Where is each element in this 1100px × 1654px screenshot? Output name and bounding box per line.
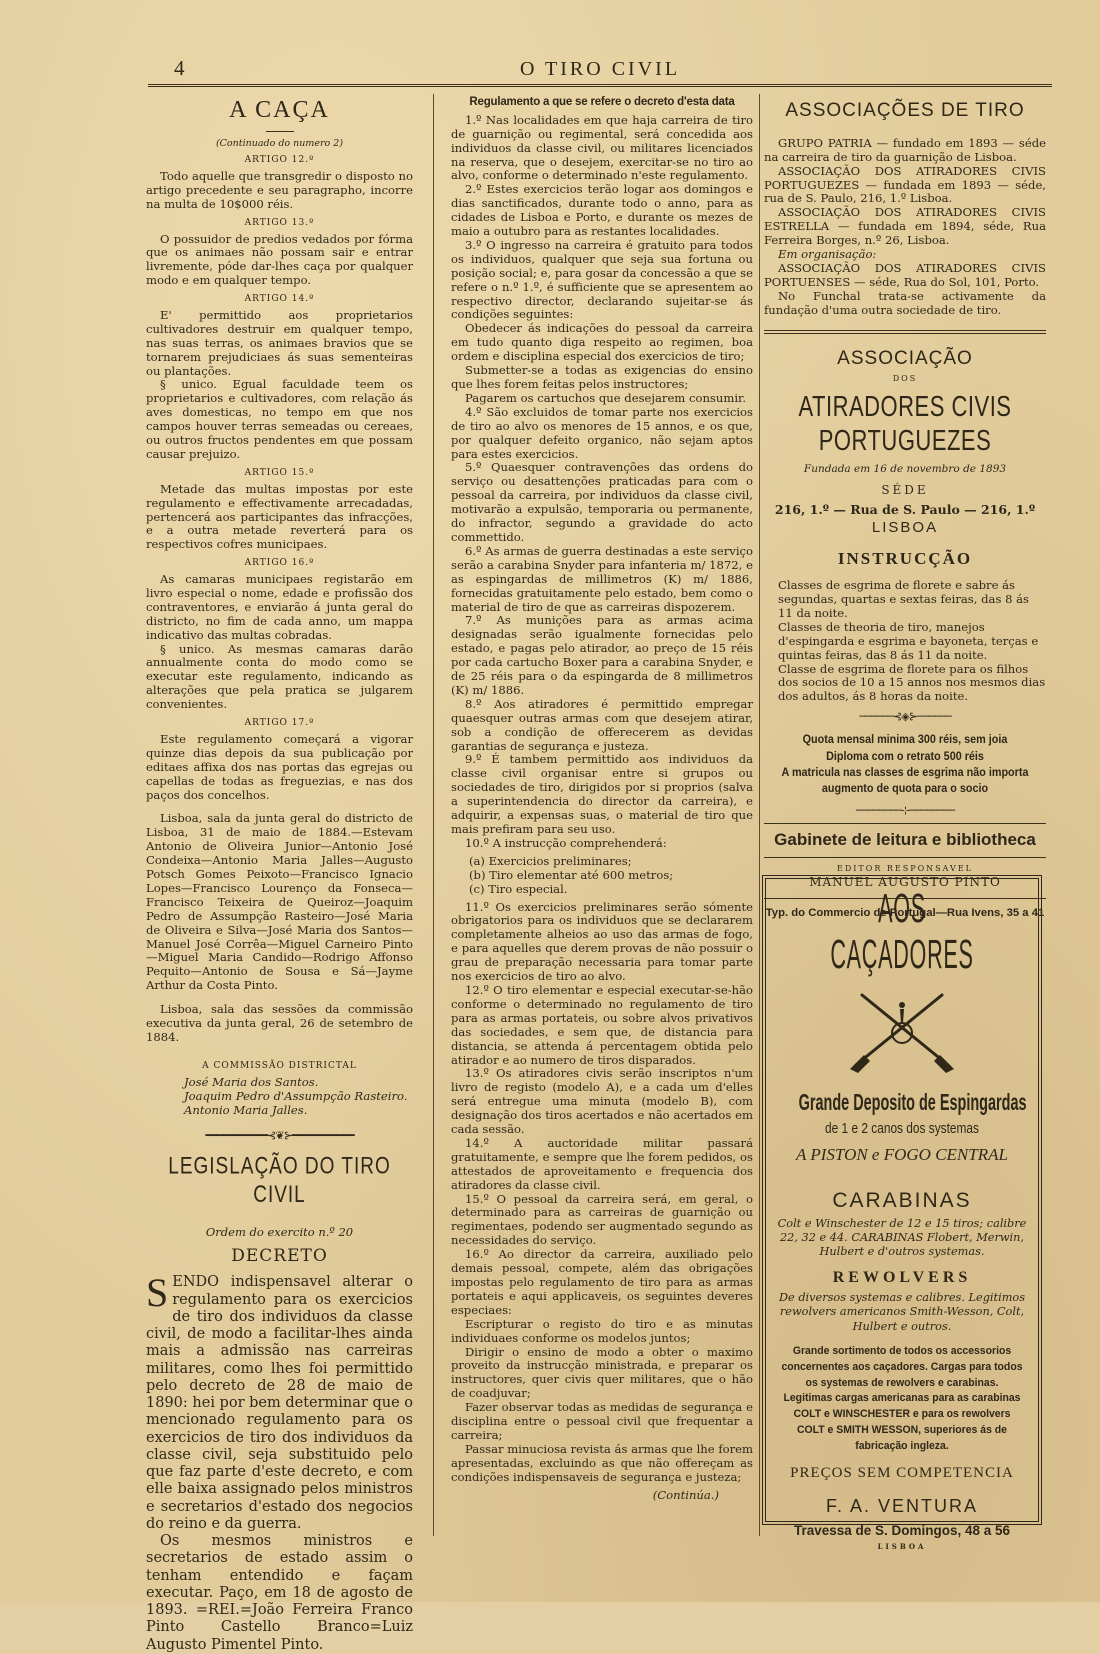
paragraph: 9.º É tambem permittido aos individuos da classe civil organisar entre si grupos ou sociedades de tiro, dirigidos por si proprios (salva a superintendencia do director da carreira), e adquirir, a expensas suas, o material de tiro que mais prefiram para seu uso. [451, 752, 753, 837]
ad-headline: Grande Deposito de Espingardas [798, 1090, 1027, 1116]
list-item: (a) Exercicios preliminares; [469, 853, 632, 868]
class-schedule: Classe de esgrima de florete para os filhos dos socios de 10 a 15 annos nos mesmos dias dos adultos, ás 8 horas da noite. [778, 661, 1046, 704]
paragraph: 4.º São excluidos de tomar parte nos exercicios de tiro ao alvo os menores de 15 annos, e os que, por qualquer defeito organico, não sejam aptos para estes exercicios. [451, 404, 753, 461]
paragraph: Escripturar o registo do tiro e as minutas individuaes conforme os modelos juntos; [451, 1316, 753, 1345]
association-entry: GRUPO PATRIA — fundado em 1893 — séde na carreira de tiro da guarnição de Lisboa. [764, 135, 1046, 164]
advertisement-aos-cacadores [762, 875, 1042, 1552]
signature: Joaquim Pedro d'Assumpção Rasteiro. [184, 1088, 408, 1103]
paragraph: Pagarem os cartuchos que desejarem consumir. [465, 390, 747, 405]
column-caca [146, 96, 413, 1654]
paragraph: 6.º As armas de guerra destinadas a este serviço serão a carabina Snyder para infanteria m/ 1872, e as espingardas de millimetros (K) m/ 1886, fornecidas gratuitamente pelo estado, bem como o material de tiro de que as carreiras dispozerem. [451, 543, 753, 614]
dos-label: DOS [892, 374, 918, 384]
masthead-rule [148, 84, 1052, 87]
paragraph: Todo aquelle que transgredir o disposto no artigo precedente e seu paragrapho, incorre na multa de 10$000 réis. [146, 168, 413, 211]
paragraph: 12.º O tiro elementar e especial executar-se-hão conforme o determinado no regulamento de tiro para as armas portateis, ou sobre alvos privativos das sociedades, e sem que, de distancia para distancia, se attenda á percentagem obtida pelo atirador e ao numero de tiros disparados. [451, 982, 753, 1067]
fee-line: augmento de quota para o socio [821, 781, 989, 796]
decree-paragraph: SENDO indispensavel alterar o regulamento para os exercicios de tiro dos individuos da classe civil, de modo a facilitar-lhes ainda mais a admissão nas carreiras militares, como lhes foi permittido pelo decreto de 28 de maio de 1890: hei por bem determinar que o mencionado regulamento para os exercicios de tiro dos individuos da classe civil, seja substituido pelo que faz parte d'este decreto, e com elle baixa assignado pelos ministros e secretarios d'estado dos negocios do reino e da guerra. [146, 1270, 413, 1532]
paragraph: Obedecer ás indicações do pessoal da carreira em tudo quanto diga respeito ao regimen, boa ordem e disciplina especial dos exercicios de tiro; [451, 321, 753, 364]
ad-carabinas-heading: CARABINAS [832, 1189, 972, 1212]
ornament-divider: ━━━━━━━━━━━⊰❦⊱━━━━━━━━━━━ [205, 1129, 354, 1143]
typography-line: Typ. do Commercio de Portugal—Rua Ivens, 35 a 41 [764, 898, 1046, 921]
decree-paragraph: Os mesmos ministros e secretarios de estado assim o tenham entendido e façam executar. Paço, em 18 de agosto de 1893. =REI.=João Ferreira Franco Pinto Castello Branco=Luiz Augusto Pimentel Pinto. [146, 1533, 413, 1653]
ad-subline: de 1 e 2 canos dos systemas [824, 1121, 980, 1137]
class-schedule: Classes de theoria de tiro, manejos d'espingarda e esgrima e bayoneta, terças e quintas feiras, das 8 ás 11 da noite. [778, 619, 1039, 662]
ad-title: AOS CAÇADORES [830, 887, 974, 978]
instruccao-heading: INSTRUCÇÃO [837, 548, 973, 568]
section-title: LEGISLAÇÃO DO TIRO CIVIL [168, 1152, 391, 1208]
paragraph: 14.º A auctoridade militar passará gratuitamente, e sempre que lhe forem pedidos, os attestados de aproveitamento e frequencia dos atiradores da classe civil. [451, 1135, 753, 1192]
article-title: A CAÇA [229, 97, 330, 123]
ad-merchant: F. A. VENTURA [825, 1496, 979, 1517]
continua-note: (Continúa.) [652, 1487, 719, 1502]
city-label: LISBOA [871, 518, 939, 536]
title-rule [266, 131, 294, 132]
paragraph: Metade das multas impostas por este regulamento e effectivamente arrecadadas, pertencerá aos participantes das infracções, e a outra metade reverterá para os respectivos cofres municipaes. [146, 481, 413, 552]
ornament-divider: ──────⊰◈⊱────── [859, 710, 951, 724]
article-label: ARTIGO 15.º [244, 467, 315, 478]
fee-line: Diploma com o retrato 500 réis [826, 748, 984, 763]
fees-block [778, 731, 1032, 796]
ad-rewolvers-text: De diversos systemas e calibres. Legitimos rewolvers americanos Smith-Wesson, Colt, Hulbert e outros. [778, 1291, 1026, 1333]
paragraph: 7.º As munições para as armas acima designadas serão igualmente fornecidas pelo estado, e pagas pelo atirador, ao preço de 15 réis por cada cartucho Boxer para a carabina Snyder, e de 25 réis para o da espingarda de 8 millimetros (K) m/ 1886. [451, 613, 753, 697]
paragraph: 2.º Estes exercicios terão logar aos domingos e dias sanctificados, durante todo o anno, para as cidades de Lisboa e Porto, e durante os mezes de maio a outubro para as restantes localidades. [451, 182, 753, 239]
masthead [148, 56, 1052, 84]
paragraph: 13.º Os atiradores civis serão inscriptos n'um livro de registo (modelo A), e a cada um d'elles será entregue uma minuta (modelo B), com designação dos tiros acertados e não acertados em cada sessão. [451, 1066, 753, 1137]
paragraph: Submetter-se a todas as exigencias do ensino que lhes forem feitas pelos instructores; [451, 363, 753, 392]
paragraph: Dirigir o ensino de modo a obter o maximo proveito da instrucção ministrada, e preparar os instructores, quer civis quer militares, que o hão de coadjuvar; [451, 1344, 753, 1401]
paragraph: E' permittido aos proprietarios cultivadores destruir em qualquer tempo, nas suas terras, os animaes bravios que se tornarem prejudiciaes ás suas sementeiras ou plantações. [146, 307, 413, 378]
editor-label: EDITOR RESPONSAVEL [837, 863, 973, 873]
section-rule [764, 330, 1046, 334]
list-item: (b) Tiro elementar até 600 metros; [469, 867, 674, 882]
gabinete-heading: Gabinete de leitura e bibliotheca [764, 823, 1046, 857]
article-label: ARTIGO 16.º [244, 558, 315, 569]
signature: Antonio Maria Jalles. [184, 1102, 308, 1117]
ad-city: LISBOA [877, 1542, 927, 1552]
atiradores-heading: ATIRADORES CIVIS PORTUGUEZES [798, 390, 1012, 457]
paragraph: Passar minuciosa revista ás armas que lhe forem apresentadas, excluindo as que não offereçam as condições indispensaveis de segurança e justeza; [451, 1441, 753, 1484]
ad-carabinas-text: Colt e Winschester de 12 e 15 tiros; calibre 22, 32 e 44. CARABINAS Flobert, Merwin, Hulbert e d'outros systemas. [777, 1217, 1027, 1259]
page-number: 4 [174, 56, 185, 80]
paragraph: Fazer observar todas as medidas de segurança e disciplina entre o pessoal civil que frequentar a carreira; [451, 1400, 753, 1442]
association-entry: ASSOCIAÇÃO DOS ATIRADORES CIVIS PORTUENSES — séde, Rua do Sol, 101, Porto. [764, 260, 1046, 289]
paragraph: § unico. As mesmas camaras darão annualmente conta do modo como se executar este regulamento, indicando as alterações que pela pratica se julgarem convenientes. [146, 641, 413, 712]
paragraph: Lisboa, sala das sessões da commissão executiva da junta geral, 26 de setembro de 1884. [146, 1002, 413, 1044]
association-entry: ASSOCIAÇÃO DOS ATIRADORES CIVIS ESTRELLA — fundada em 1894, séde, Rua Ferreira Borges, n.º 26, Lisboa. [764, 205, 1046, 248]
organisation-label: Em organisação: [778, 247, 877, 262]
section-title: ASSOCIAÇÕES DE TIRO [785, 100, 1025, 121]
paragraph: As camaras municipaes registarão em livro especial o nome, edade e profissão dos contraventores, e enviarão á junta geral do districto, no fim de cada anno, um mappa indicativo das multas cobradas. [146, 572, 413, 642]
paragraph: § unico. Egual faculdade teem os proprietarios e cultivadores, com relação ás aves domesticas, no tempo em que nos campos houver terras semeadas ou cereaes, ou outros fructos pendentes em que possam causar prejuizo. [146, 377, 413, 461]
sede-address: 216, 1.º — Rua de S. Paulo — 216, 1.º [774, 501, 1036, 517]
class-schedule: Classes de esgrima de florete e sabre ás segundas, quartas e sextas feiras, das 8 ás 11 da noite. [778, 578, 1029, 620]
association-entry: No Funchal trata-se activamente da fundação d'uma outra sociedade de tiro. [764, 288, 1046, 317]
decree-title: DECRETO [231, 1246, 328, 1266]
ad-systems: A PISTON e FOGO CENTRAL [796, 1145, 1008, 1164]
assoc-heading: ASSOCIAÇÃO [837, 347, 973, 369]
column-divider [759, 94, 760, 1536]
crossed-rifles-icon [842, 983, 962, 1073]
paragraph: 1.º Nas localidades em que haja carreira de tiro de guarnição ou regimental, será concedida aos individuos da classe civil, ou militares licenciados na reserva, que o desejem, exercitar-se no tiro ao alvo, conforme o determinado n'este regulamento. [451, 112, 753, 183]
fee-line: A matricula nas classes de esgrima não importa [781, 764, 1029, 779]
continued-note: (Continuado do numero 2) [215, 137, 344, 149]
regulation-heading: Regulamento a que se refere o decreto d'esta data [469, 96, 735, 108]
paragraph: 5.º Quaesquer contravenções das ordens do serviço ou desattenções praticadas para com o pessoal da carreira, por individuos da classe civil, motivarão a expulsão, temporaria ou permanente, do infractor, segundo a gravidade do acto commettido. [451, 460, 753, 544]
ad-address: Travessa de S. Domingos, 48 a 56 [793, 1523, 1011, 1539]
signature: José Maria dos Santos. [184, 1074, 319, 1089]
paragraph: 11.º Os exercicios preliminares serão sómente obrigatorios para os individuos que se declararem completamente alheios ao uso das armas de fogo, e para aquelles que derem provas de não possuir o grau de preparação necessaria para tomar parte nos exercicios de tiro ao alvo. [451, 899, 753, 984]
paragraph: O possuidor de predios vedados por fórma que os animaes não possam sair e entrar livremente, póde dar-lhes caça por qualquer modo e em qualquer tempo. [146, 231, 413, 288]
ad-prices: PREÇOS SEM COMPETENCIA [790, 1465, 1014, 1482]
column-associacoes [764, 96, 1046, 920]
article-label: ARTIGO 12.º [244, 155, 315, 166]
editor-name: MANUEL AUGUSTO PINTO [809, 875, 1001, 890]
ornament-divider: ────────⊹──────── [855, 804, 955, 818]
list-item: (c) Tiro especial. [469, 881, 568, 896]
paragraph: 8.º Aos atiradores é permittido empregar quaesquer outras armas com que desejem atirar, sob a condição de offerecerem as devidas garantias de segurança e justeza. [451, 696, 753, 753]
paragraph: 15.º O pessoal da carreira será, em geral, o determinado para as carreiras de guarnição ou regimentaes, podendo ser augmentado segundo as necessidades do serviço. [451, 1191, 753, 1248]
paragraph: Este regulamento começará a vigorar quinze dias depois da sua publicação por editaes affixa dos nas portas das egrejas ou capellas de todas as freguezias, e nas dos paços dos concelhos. [146, 731, 413, 802]
order-number: Ordem do exercito n.º 20 [205, 1225, 354, 1240]
article-label: ARTIGO 14.º [244, 294, 315, 305]
drop-cap: S [146, 1270, 169, 1316]
association-entry: ASSOCIAÇÃO DOS ATIRADORES CIVIS PORTUGUEZES — fundada em 1893 — séde, rua de S. Paulo, 216, 1.º Lisboa. [764, 163, 1046, 206]
paragraph: 10.º A instrucção comprehenderá: [465, 835, 667, 850]
article-label: ARTIGO 13.º [244, 217, 315, 228]
commission-label: A COMMISSÃO DISTRICTAL [202, 1060, 357, 1071]
paragraph: Lisboa, sala da junta geral do districto de Lisboa, 31 de maio de 1884.—Estevam Antonio de Oliveira Junior—Antonio José Condeixa—Antonio Maria Jalles—Augusto Potsch Gomes Peixoto—Francisco Ignacio Lopes—Francisco Lourenço da Fonseca—Francisco Teixeira de Queiroz—Joaquim Pedro de Assumpção Rasteiro—José Maria de Oliveira e Silva—José Maria dos Santos—Manuel José Corrêa—Miguel Carneiro Pinto—Miguel Maria Candido—Rodrigo Affonso Pequito—Antonio de Sousa e Sá—Jayme Arthur da Costa Pinto. [146, 811, 413, 993]
fee-line: Quota mensal minima 300 réis, sem joia [802, 732, 1008, 747]
ad-rewolvers-heading: REWOLVERS [832, 1269, 972, 1287]
newspaper-title: O TIRO CIVIL [519, 58, 681, 80]
column-regulamento [451, 96, 753, 1503]
sede-label: SÉDE [881, 483, 929, 498]
column-divider [433, 94, 434, 1536]
paragraph: 16.º Ao director da carreira, auxiliado pelo demais pessoal, compete, além das obrigações impostas pelo regulamento de tiro para as armas portateis e aqui applicaveis, os seguintes deveres especiaes: [451, 1247, 753, 1317]
ad-sortimento: Grande sortimento de todos os accessorios concernentes aos caçadores. Cargas para todos os systemas de rewolvers e carabinas. Legitimas cargas americanas para as carabinas COLT e WINSCHESTER e para os rewolvers COLT e SMITH WESSON, superiores ás de fabricação ingleza. [781, 1344, 1023, 1453]
paragraph: 3.º O ingresso na carreira é gratuito para todos os individuos, qualquer que seja sua fortuna ou posição social; e, para gosar da concessão a que se refere o n.º 1.º, é sufficiente que se apresentem ao respectivo director, declarando sujeitar-se ás condições seguintes: [451, 237, 753, 322]
founding-date: Fundada em 16 de novembro de 1893 [803, 462, 1007, 475]
article-label: ARTIGO 17.º [244, 718, 315, 729]
